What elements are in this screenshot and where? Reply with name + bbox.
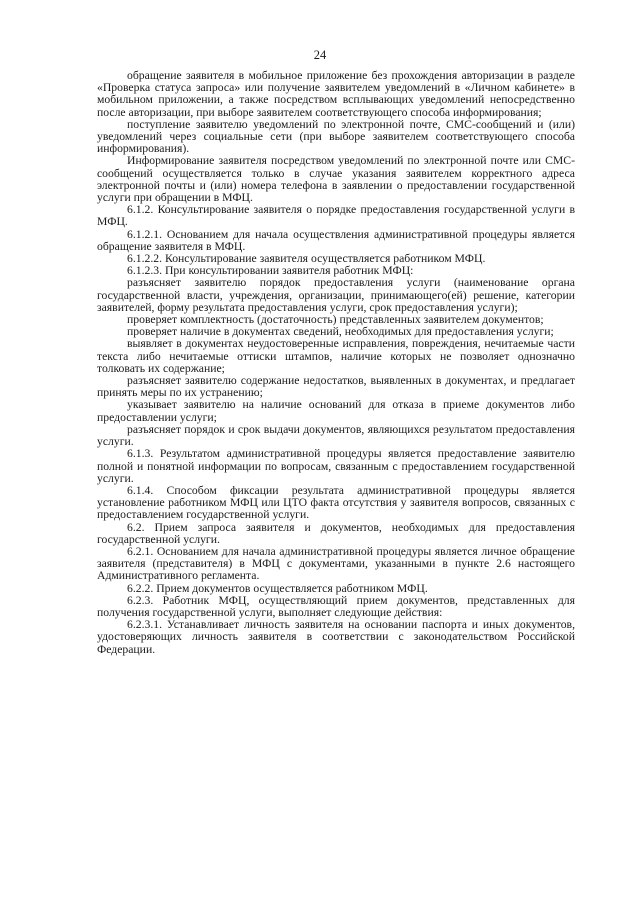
paragraph: поступление заявителю уведомлений по электронной почте, СМС-сообщений и (или) уведомлений через социальные сети (при выборе заявителем соответствующего способа информирования). bbox=[97, 117, 575, 156]
paragraph: Информирование заявителя посредством уведомлений по электронной почте или СМС-сообщений осуществляется только в случае указания заявителем корректного адреса электронной почты и (или) номера телефона в заявлении о предоставлении государственной услуги при обращении в МФЦ. bbox=[97, 154, 575, 205]
paragraph: обращение заявителя в мобильное приложение без прохождения авторизации в разделе «Проверка статуса запроса» или получение заявителем уведомлений в «Личном кабинете» в мобильном приложении, а также посредством всплывающих уведомлений непосредственно после авторизации, при выборе заявителем соответствующего способа информирования; bbox=[97, 69, 575, 119]
paragraph: 6.2.3.1. Устанавливает личность заявителя на основании паспорта и иных документов, удостоверяющих личность заявителя в соответствии с законодательством Российской Федерации. bbox=[97, 618, 575, 656]
page-number: 24 bbox=[313, 48, 327, 62]
paragraph: разъясняет порядок и срок выдачи документов, являющихся результатом предоставления услуги. bbox=[97, 422, 575, 449]
paragraph: выявляет в документах неудостоверенные исправления, повреждения, нечитаемые части текста либо нечитаемые оттиски штампов, наличие которых не позволяет однозначно толковать их содержание; bbox=[97, 337, 575, 375]
paragraph: 6.1.2.2. Консультирование заявителя осуществляется работником МФЦ. bbox=[127, 252, 486, 266]
paragraph: разъясняет заявителю содержание недостатков, выявленных в документах, и предлагает принять меры по их устранению; bbox=[97, 374, 575, 400]
paragraph: 6.1.3. Результатом административной процедуры является предоставление заявителю полной и понятной информации по вопросам, связанным с предоставлением государственной услуги. bbox=[97, 447, 575, 485]
paragraph: 6.2.1. Основанием для начала административной процедуры является личное обращение заявителя (представителя) в МФЦ с документами, указанными в пункте 2.6 настоящего Административного регламента. bbox=[97, 544, 575, 583]
paragraph: 6.1.2.3. При консультировании заявителя работник МФЦ: bbox=[127, 264, 414, 278]
paragraph: 6.2. Прием запроса заявителя и документов, необходимых для предоставления государственной услуги. bbox=[97, 520, 575, 546]
paragraph: проверяет наличие в документах сведений, необходимых для предоставления услуги; bbox=[127, 325, 554, 339]
paragraph: проверяет комплектность (достаточность) представленных заявителем документов; bbox=[127, 313, 544, 327]
paragraph: 6.1.4. Способом фиксации результата административной процедуры является установление работником МФЦ или ЦТО факта отсутствия у заявителя вопросов, связанных с предоставлением государственной услуги. bbox=[97, 483, 575, 522]
document-body bbox=[97, 70, 575, 656]
paragraph: 6.1.2.1. Основанием для начала осуществления административной процедуры является обращение заявителя в МФЦ. bbox=[97, 227, 575, 253]
paragraph: указывает заявителю на наличие оснований для отказа в приеме документов либо предоставлении услуги; bbox=[97, 398, 575, 424]
paragraph: разъясняет заявителю порядок предоставления услуги (наименование органа государственной власти, учреждения, организации, принимающего(ей) решение, категории заявителей, форму результата предоставления услуги, срок предоставления услуги); bbox=[97, 276, 575, 314]
paragraph: 6.1.2. Консультирование заявителя о порядке предоставления государственной услуги в МФЦ. bbox=[97, 203, 575, 229]
paragraph: 6.2.2. Прием документов осуществляется работником МФЦ. bbox=[127, 581, 428, 595]
paragraph: 6.2.3. Работник МФЦ, осуществляющий прием документов, представленных для получения государственной услуги, выполняет следующие действия: bbox=[97, 593, 575, 619]
